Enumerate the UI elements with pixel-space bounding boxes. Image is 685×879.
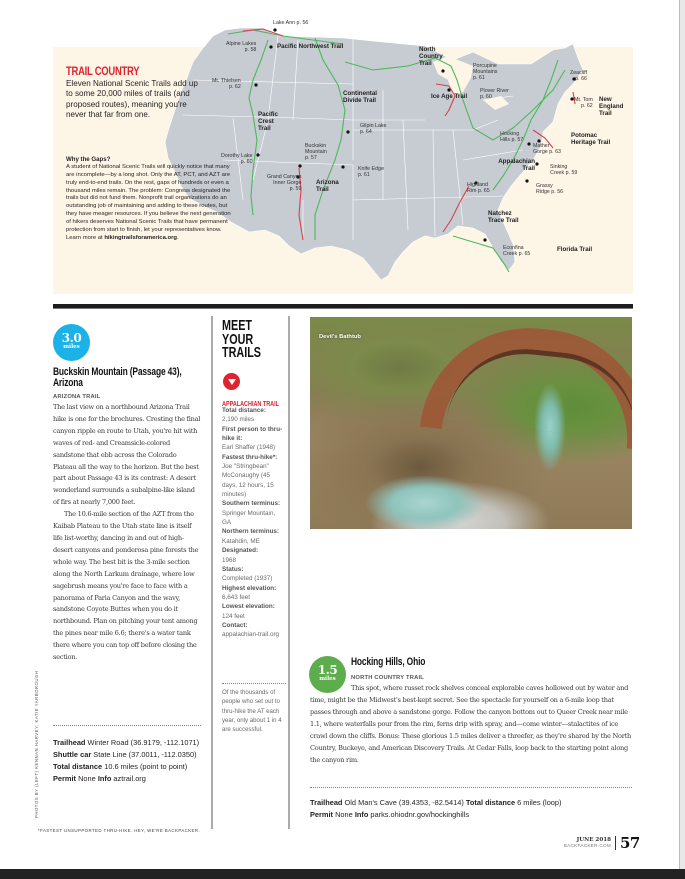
map-label-line: Mountain <box>305 149 327 155</box>
miles-value: 3.0 <box>61 331 82 345</box>
map-label-line: Creek p. 65 <box>503 251 531 257</box>
story-title-hocking: Hocking Hills, Ohio <box>351 656 426 668</box>
dotted-divider <box>310 787 632 788</box>
gaps-end: . <box>177 234 179 241</box>
fact-key: Trailhead <box>310 798 343 807</box>
map-label-line: Sinking <box>550 164 568 170</box>
map-label-new-england-trail: New England Trail <box>599 96 624 117</box>
fact-value: Katahdin, ME <box>222 537 260 545</box>
fact-key: Total distance <box>53 761 103 771</box>
map-label-hocking <box>500 131 523 143</box>
story-body-buckskin <box>53 402 201 664</box>
fact-key: Shuttle car <box>53 749 92 759</box>
map-label-econfina <box>503 245 530 257</box>
fact-key: Designated: <box>222 547 259 555</box>
fact-value: None <box>78 773 96 783</box>
fact-value[interactable]: parks.ohiodnr.gov/hockinghills <box>370 809 470 819</box>
fact-value: 10.6 miles (point to point) <box>104 761 188 771</box>
fact-key: Total distance: <box>222 407 266 414</box>
fact-value: 124 feet <box>222 612 245 620</box>
map-label-line: Dorothy Lake <box>221 153 253 159</box>
fact-key: Contact: <box>222 621 248 629</box>
map-label-potomac-heritage-trail: Potomac Heritage Trail <box>571 132 611 146</box>
fact-value: 6,643 feet <box>222 593 251 601</box>
fact-value: 6 miles (loop) <box>517 798 562 807</box>
page-number: 57 <box>620 834 640 852</box>
map-label-grassy <box>536 183 563 195</box>
map-label-line: Creek p. 59 <box>550 170 578 176</box>
fact-value: None <box>335 809 353 819</box>
fact-key: Trailhead <box>53 738 86 747</box>
map-label-appalachian-trail: Appalachian Trail <box>498 158 535 172</box>
map-label-line: Rim p. 65 <box>467 188 490 194</box>
website: BACKPACKER.COM <box>563 843 611 848</box>
map-label-line: Mountains <box>473 69 498 75</box>
map-label-line: p. 59 <box>289 186 302 192</box>
map-label-line: Mather <box>533 143 550 149</box>
sidebar-title-line: YOUR <box>222 330 254 348</box>
facts-buckskin <box>53 737 201 785</box>
sidebar-note: Of the thousands of people who set out to thru-hike the AT each year, only about 1 in 4 are successful. <box>222 689 282 734</box>
marker-econfina <box>483 238 486 241</box>
map-label-continental-divide-trail: Continental Divide Trail <box>343 90 378 104</box>
fact-key: Lowest elevation: <box>222 603 275 611</box>
map-label-line: Ridge p. 56 <box>536 189 564 195</box>
map-label-pacific-northwest-trail: Pacific Northwest Trail <box>277 43 344 50</box>
marker-gilpin-lake <box>346 130 349 133</box>
map-label-line: Zeacliff <box>570 70 587 76</box>
map-label-lake-ann: Lake Ann p. 56 <box>273 20 309 26</box>
sidebar-rule-right <box>288 316 290 829</box>
dotted-divider <box>53 725 201 726</box>
map-label-line: p. 64 <box>360 129 372 135</box>
map-label-line: Mt. Thielsen <box>212 78 241 84</box>
folio-divider <box>615 836 616 850</box>
fact-value: Springer Mountain, GA <box>222 509 276 527</box>
map-label-florida-trail: Florida Trail <box>557 246 593 253</box>
map-label-line: Gilpin Lake <box>360 123 387 129</box>
map-label-line: p. 61 <box>473 75 485 81</box>
fact-key: Southern terminus: <box>222 500 281 508</box>
fact-key: Info <box>97 773 112 783</box>
sidebar-rule-left <box>211 316 213 829</box>
map-label-line: p. 62 <box>580 103 593 109</box>
sidebar-title-line: TRAILS <box>222 344 262 361</box>
marker-grassy <box>525 179 528 182</box>
map-label-porcupine <box>473 63 497 81</box>
map-label-line: Grand Canyon <box>267 174 302 180</box>
folio <box>551 837 611 849</box>
map-label-line: Knife Edge <box>358 166 384 172</box>
fact-key: Highest elevation: <box>222 584 277 592</box>
sidebar-trail-name: APPALACHIAN TRAIL <box>222 399 279 408</box>
devils-bathtub-photo <box>310 317 632 529</box>
map-label-mt-tom <box>574 97 593 109</box>
arrow-down-icon <box>223 373 240 390</box>
photo-caption: Devil's Bathtub <box>319 334 361 340</box>
miles-badge-buckskin <box>53 324 90 361</box>
map-label-mather <box>533 143 561 155</box>
story-title-buckskin: Buckskin Mountain (Passage 43), Arizona <box>53 366 182 389</box>
fact-key: Permit <box>53 773 77 783</box>
fact-key: Info <box>354 809 369 819</box>
map-label-line: Plover River <box>480 88 509 94</box>
map-label-buckskin <box>305 143 327 161</box>
story-body-hocking: This spot, where russet rock shelves conceal explorable caves hollowed out by water and time, might be the Midwest's best-kept secret. See the spectacle for yourself on a 6-mile loop that passes through and above a sandstone gorge. Follow the canyon bottom out to Queer Creek near mile 1.1, where waterfalls pour from the rim, ferns drip with spray, and—come winter—stalactites of ice crawl down the cliffs. Bonus: These glorious 1.5 miles deliver a threefer, as they're shared by the North Country, Buckeye, and American Discovery Trails. At Cedar Falls, loop back to the starting point along the canyon rim. <box>310 684 632 764</box>
fact-key: First person to thru-hike it: <box>222 425 283 443</box>
map-label-grand-canyon <box>267 174 301 192</box>
fact-key: Status: <box>222 565 244 573</box>
sidebar-title-line: MEET <box>222 317 253 334</box>
fact-value: Joe "Stringbean" McConaughy (45 days, 12 hours, 15 minutes) <box>222 463 274 499</box>
fact-value: State Line (37.0011, -112.0350) <box>93 749 197 759</box>
map-label-knife-edge <box>358 166 384 178</box>
map-label-plover <box>480 88 509 100</box>
marker-porcupine <box>441 69 444 72</box>
map-label-line: Alpine Lakes <box>226 41 257 47</box>
marker-lake-ann <box>273 28 276 31</box>
marker-buckskin <box>298 164 301 167</box>
map-label-line: Hocking <box>500 131 520 137</box>
map-label-line: Hills p. 57 <box>500 137 524 143</box>
facts-hocking <box>310 797 640 821</box>
story-kicker-arizona: ARIZONA TRAIL <box>53 394 101 400</box>
miles-value: 1.5 <box>317 663 338 677</box>
map-title: TRAIL COUNTRY <box>66 66 140 78</box>
map-label-alpine-lakes <box>226 41 256 53</box>
fact-value: Winter Road (36.9179, -112.1071) <box>87 738 200 747</box>
footnote: *FASTEST UNSUPPORTED THRU-HIKE. HEY, WE'RE BACKPACKER. <box>38 828 201 833</box>
map-label-north-country-trail: North Country Trail <box>419 46 443 67</box>
map-label-mt-thielsen <box>212 78 241 90</box>
map-label-pacific-crest-trail: Pacific Crest Trail <box>258 111 278 132</box>
fact-value: 1968 <box>222 556 237 564</box>
marker-sinking <box>535 162 538 165</box>
page-edge <box>679 0 685 879</box>
map-label-ice-age-trail: Ice Age Trail <box>431 93 468 100</box>
fact-value: Earl Shaffer (1948) <box>222 444 276 452</box>
fact-value: Old Man's Cave (39.4353, -82.5414) <box>344 798 464 807</box>
section-divider <box>53 304 633 309</box>
fact-key: Total distance <box>465 798 516 807</box>
marker-knife-edge <box>341 165 344 168</box>
map-label-line: p. 60 <box>480 94 492 100</box>
marker-hocking <box>527 142 530 145</box>
fact-value[interactable]: appalachian-trail.org <box>222 631 280 639</box>
map-label-natchez-trace-trail: Natchez Trace Trail <box>488 210 519 224</box>
story-kicker-north-country: NORTH COUNTRY TRAIL <box>351 675 425 681</box>
map-label-gilpin-lake <box>360 123 387 135</box>
marker-alpine-lakes <box>269 45 272 48</box>
map-intro: Eleven National Scenic Trails add up to some 20,000 miles of trails (and proposed routes), meaning you're never that far from one. <box>66 79 198 119</box>
map-label-sinking <box>550 164 577 176</box>
gaps-body <box>66 164 236 242</box>
map-label-line: Gorge p. 63 <box>533 149 561 155</box>
map-label-line: Mt. Tom <box>574 97 593 103</box>
dotted-divider <box>222 683 286 684</box>
sidebar-title <box>222 319 261 360</box>
map-label-line: p. 58 <box>244 47 257 53</box>
page-bottom-edge <box>0 869 685 879</box>
map-label-line: p. 61 <box>358 172 370 178</box>
map-label-line: p. 66 <box>575 76 587 82</box>
paragraph: The 10.6-mile section of the AZT from the Kaibab Plateau to the Utah state line is itself life list-worthy, dancing in and out of high-desert canyons and ponderosa pine forests the whole way. The best bit is the 3-mile section along the North Larkum drainage, where low sagebrush means you're face to face with a panorama of Paria Canyon and the wavy, sandstone Coyote Buttes when you do it northbound. Plan on pitching your tent among the pines near mile 6.6; there's a water tank there where you can top off before closing the section. <box>53 510 199 662</box>
fact-value: Completed (1937) <box>222 575 273 583</box>
map-label-line: Grassy <box>536 183 553 189</box>
fact-key: Northern terminus: <box>222 528 280 536</box>
fact-key: Fastest thru-hike*: <box>222 453 278 461</box>
map-label-line: Buckskin <box>305 143 327 149</box>
map-label-line: p. 62 <box>228 84 241 90</box>
fact-value: 2,190 miles <box>222 416 255 424</box>
gaps-link[interactable]: hikingtrailsforamerica.org <box>104 234 177 241</box>
map-label-line: p. 60 <box>240 159 253 165</box>
paragraph: The last view on a northbound Arizona Trail hike is one for the brochures. Cresting the final canyon ripple en route to Utah, you're hit with waves of red- and Creamsicle-colored sandstone that ebb across the Colorado Plateau all the way to the horizon. But the best part about Passage 43 is its contrast: A desert wonderland surrounds a subalpine-like island of firs at nearly 7,000 feet. <box>53 403 201 507</box>
miles-unit: miles <box>63 344 80 350</box>
map-label-highland <box>467 182 490 194</box>
map-label-zeacliff <box>570 70 587 82</box>
marker-mt-thielsen <box>254 83 257 86</box>
map-label-line: Inner Gorge <box>273 180 302 186</box>
issue-date: JUNE 2018 <box>576 837 611 843</box>
gaps-text: A student of National Scenic Trails will quickly notice that many are incomplete—by a long shot. Only the AT, PCT, and AZT are truly end-to-end trails. On the rest, gaps of hundreds or even a thousand miles remain. The problem: Congress designated the trails but did not fund them. Nonprofit trail organizations do an outstanding job of maintaining and adding to these routes, but they have meager resources. If you believe the next generation of hikers deserves National Scenic Trails that have permanent protection from start to finish, let your representatives know. Learn more at <box>66 164 231 241</box>
fact-key: Permit <box>310 809 334 819</box>
map-label-line: p. 57 <box>305 155 317 161</box>
fact-value[interactable]: aztrail.org <box>113 773 146 783</box>
marker-plover <box>447 88 450 91</box>
marker-dorothy-lake <box>256 153 259 156</box>
map-label-line: Highland <box>467 182 488 188</box>
gaps-heading: Why the Gaps? <box>66 156 111 163</box>
sidebar-facts <box>222 406 286 640</box>
miles-unit: miles <box>319 676 336 682</box>
map-label-arizona-trail: Arizona Trail <box>316 179 339 193</box>
map-label-line: Econfina <box>503 245 524 251</box>
photo-credit: PHOTOS BY (LEFT) KENNAN HARVEY; KATIE YARBOROUGH <box>34 670 39 818</box>
map-label-line: Porcupine <box>473 63 497 69</box>
